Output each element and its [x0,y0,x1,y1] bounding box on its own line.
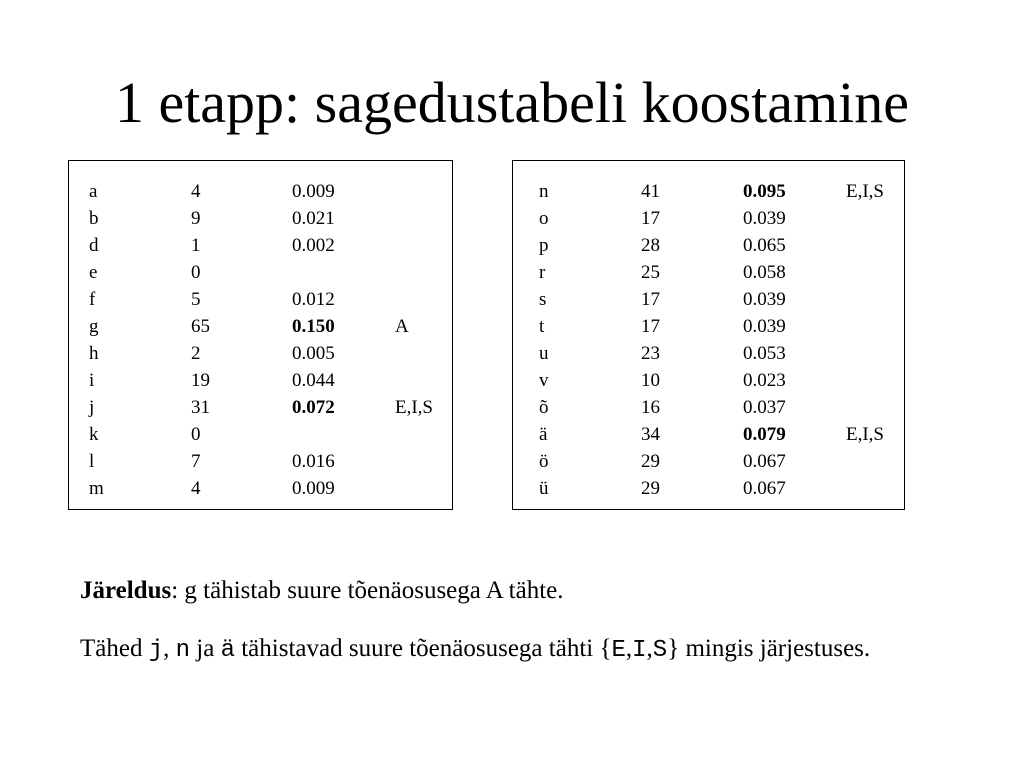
letter-cell: v [539,370,549,391]
count-cell: 0 [191,262,201,283]
frequency-cell: 0.039 [743,316,786,337]
letter-cell: e [89,262,98,283]
letter-i-code: I [632,637,647,664]
count-cell: 25 [641,262,660,283]
frequency-cell: 0.039 [743,289,786,310]
letter-cell: g [89,316,99,337]
comma: , [646,635,653,662]
table-row [69,286,452,313]
table-row [69,367,452,394]
table-row [69,259,452,286]
frequency-cell: 0.072 [292,397,335,418]
count-cell: 17 [641,208,660,229]
count-cell: 5 [191,289,201,310]
table-row [69,448,452,475]
count-cell: 0 [191,424,201,445]
count-cell: 23 [641,343,660,364]
table-row [69,421,452,448]
letter-cell: u [539,343,549,364]
conclusion-paragraph [80,574,960,608]
frequency-cell: 0.002 [292,235,335,256]
conclusion-label: Järeldus [80,577,172,604]
table-row [69,205,452,232]
brace-close: } [667,635,680,662]
letter-cell: d [89,235,99,256]
letter-cell: j [89,397,95,418]
table-row [69,313,452,340]
frequency-cell: 0.095 [743,181,786,202]
count-cell: 65 [191,316,210,337]
letter-cell: õ [539,397,549,418]
count-cell: 7 [191,451,201,472]
table-row [513,232,904,259]
frequency-cell: 0.021 [292,208,335,229]
note-text: ja [190,635,221,662]
table-row [513,286,904,313]
note-paragraph [80,632,960,668]
note-text: tähistavad suure tõenäosusega tähti [234,635,600,662]
guess-cell: E,I,S [846,181,884,202]
letter-e-code: E [611,637,626,664]
table-row [69,475,452,502]
letter-a-umlaut-code: ä [220,637,235,664]
table-row [69,178,452,205]
brace-open: { [599,635,612,662]
table-row [69,394,452,421]
conclusion-text: : g tähistab suure tõenäosusega A tähte. [171,577,564,604]
count-cell: 29 [641,478,660,499]
letter-cell: h [89,343,99,364]
letter-s-code: S [652,637,668,664]
frequency-cell: 0.079 [743,424,786,445]
frequency-cell: 0.012 [292,289,335,310]
count-cell: 9 [191,208,201,229]
letter-cell: i [89,370,95,391]
table-row [513,340,904,367]
letter-cell: s [539,289,547,310]
frequency-cell: 0.016 [292,451,335,472]
table-row [513,178,904,205]
letter-cell: r [539,262,546,283]
letter-cell: ä [539,424,548,445]
table-row [513,475,904,502]
letter-cell: t [539,316,545,337]
count-cell: 17 [641,316,660,337]
letter-n-code: n [175,637,191,664]
count-cell: 1 [191,235,201,256]
frequency-cell: 0.005 [292,343,335,364]
count-cell: 4 [191,181,201,202]
frequency-cell: 0.065 [743,235,786,256]
count-cell: 19 [191,370,210,391]
letter-cell: n [539,181,549,202]
table-row [69,340,452,367]
table-row [513,421,904,448]
letter-j-code: j [148,637,164,664]
table-row [513,367,904,394]
table-row [513,394,904,421]
letter-cell: k [89,424,99,445]
letter-cell: p [539,235,549,256]
table-row [513,259,904,286]
frequency-cell: 0.023 [743,370,786,391]
letter-cell: ö [539,451,549,472]
table-row [513,205,904,232]
letter-cell: f [89,289,96,310]
frequency-cell: 0.058 [743,262,786,283]
frequency-cell: 0.009 [292,478,335,499]
count-cell: 31 [191,397,210,418]
letter-cell: b [89,208,99,229]
count-cell: 34 [641,424,660,445]
frequency-cell: 0.053 [743,343,786,364]
letter-cell: l [89,451,95,472]
frequency-cell: 0.009 [292,181,335,202]
count-cell: 29 [641,451,660,472]
guess-cell: A [395,316,409,337]
count-cell: 10 [641,370,660,391]
note-text: Tähed [80,635,149,662]
count-cell: 28 [641,235,660,256]
note-text: , [163,635,176,662]
note-text: mingis järjestuses. [679,635,871,662]
comma: , [625,635,633,662]
frequency-cell: 0.150 [292,316,335,337]
frequency-table-left [68,160,453,510]
count-cell: 41 [641,181,660,202]
count-cell: 17 [641,289,660,310]
frequency-table-right [512,160,905,510]
frequency-cell: 0.037 [743,397,786,418]
count-cell: 16 [641,397,660,418]
count-cell: 2 [191,343,201,364]
guess-cell: E,I,S [846,424,884,445]
table-row [69,232,452,259]
letter-cell: a [89,181,98,202]
letter-cell: ü [539,478,549,499]
table-row [513,313,904,340]
frequency-cell: 0.067 [743,478,786,499]
letter-cell: m [89,478,104,499]
letter-cell: o [539,208,549,229]
frequency-cell: 0.039 [743,208,786,229]
table-row [513,448,904,475]
guess-cell: E,I,S [395,397,433,418]
frequency-cell: 0.044 [292,370,335,391]
count-cell: 4 [191,478,201,499]
slide-title: 1 etapp: sagedustabeli koostamine [114,70,910,135]
frequency-cell: 0.067 [743,451,786,472]
